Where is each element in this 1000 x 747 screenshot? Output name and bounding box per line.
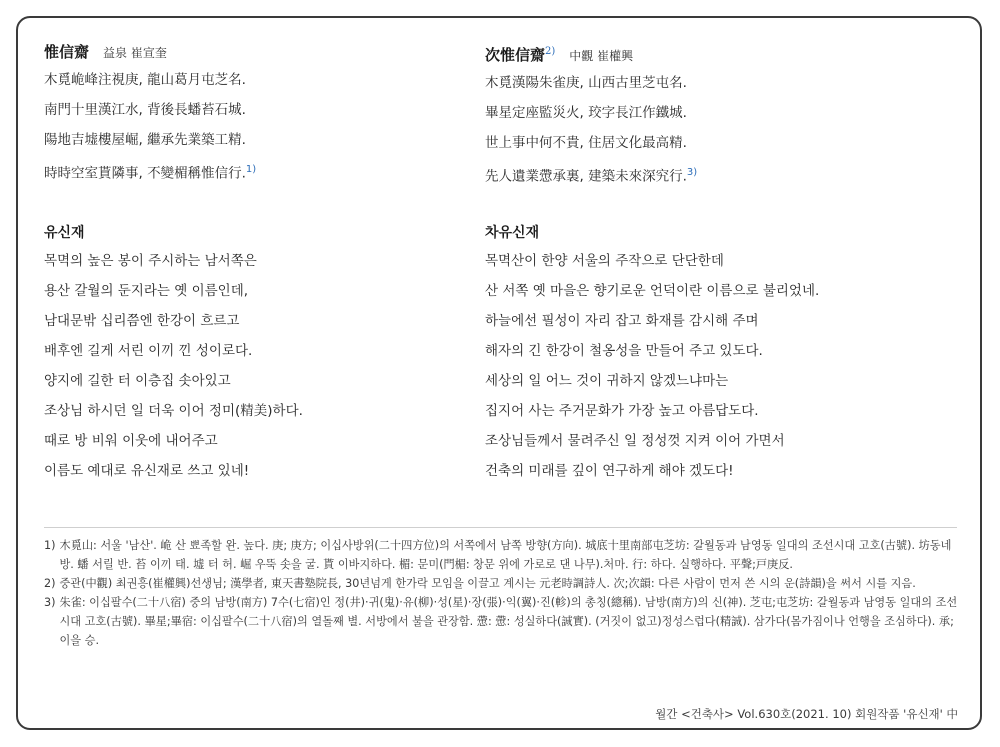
poem-line: 목멱산이 한양 서울의 주작으로 단단한데 [485, 253, 724, 269]
poem-line: 남대문밖 십리쯤엔 한강이 흐르고 [44, 313, 240, 329]
footnote [44, 593, 960, 650]
footnote-text: 木覓山: 서울 '남산'. 峗 산 뾰족할 완. 높다. 庚; 庚方; 이십사방위(二十四方位)의 서쪽에서 남쪽 방향(方向). 城底十里南部屯芝坊: 갈월동과 남영동 일대의 조선시대 고호(古號). 坊동네 방. 蟠 서릴 반. 苔 이끼 태. 墟 터 허. 崛 우뚝 솟을 굴. 貰 이바지하다. 楣: 문미(門楣: 창문 위에 가로로 댄 나무).처마. 行: 하다. 실행하다. 平聲;戸庚反. [59, 539, 952, 571]
poem-title: 惟信齋 益泉 崔宣奎 [44, 43, 167, 61]
poem-line: 세상의 일 어느 것이 귀하지 않겠느냐마는 [485, 373, 729, 389]
footnote-text: 중관(中觀) 최권흥(崔權興)선생님; 漢學者, 東天書塾院長, 30년넘게 한가락 모임을 이끌고 계시는 元老時調詩人. 次;次韻: 다른 사람이 먼저 쓴 시의 운(詩韻)을 써서 시를 지음. [59, 577, 916, 590]
poem-line: 이름도 예대로 유신재로 쓰고 있네! [44, 463, 250, 479]
poem-author: 中觀 崔權興 [569, 49, 634, 63]
footnote [44, 536, 960, 574]
poem-line: 하늘에선 필성이 자리 잡고 화재를 감시해 주며 [485, 313, 759, 329]
footnote-ref[interactable]: 3) [686, 167, 698, 178]
poem-line: 世上事中何不貴, 住居文化最高精. [485, 135, 687, 151]
poem-line: 南門十里漢江水, 背後長蟠苔石城. [44, 102, 246, 118]
poem-title: 차유신재 [485, 225, 540, 241]
poem-line: 時時空室貰隣事, 不變楣稱惟信行.$^{1)}$ [44, 164, 257, 182]
hanja-poem-left [44, 40, 256, 189]
poem-line: 木覓峗峰注視庚, 龍山葛月屯芝名. [44, 72, 246, 88]
source-credit: 월간 <건축사> Vol.630호(2021. 10) 회원작품 '유신재' 中 [655, 707, 958, 721]
poem-line: 집지어 사는 주거문화가 가장 높고 아름답도다. [485, 403, 759, 419]
footnote-number: 1) [44, 539, 56, 552]
poem-line: 건축의 미래를 깊이 연구하게 해야 겠도다! [485, 463, 734, 479]
poem-line: 배후엔 길게 서린 이끼 낀 성이로다. [44, 343, 253, 359]
poem-title: 次惟信齋$^{2)}$ 中觀 崔權興 [485, 46, 634, 64]
poem-line: 해자의 긴 한강이 철옹성을 만들어 주고 있도다. [485, 343, 763, 359]
footnote-ref[interactable]: 1) [245, 164, 257, 175]
footnote-ref[interactable]: 2) [545, 46, 556, 57]
poem-line: 조상님 하시던 일 더욱 이어 정미(精美)하다. [44, 403, 303, 419]
poem-title: 유신재 [44, 225, 85, 241]
korean-poem-left [44, 222, 303, 486]
poem-line: 목멱의 높은 봉이 주시하는 남서쪽은 [44, 253, 257, 269]
notes-divider [44, 527, 957, 528]
poem-line: 조상님들께서 물려주신 일 정성껏 지켜 이어 가면서 [485, 433, 785, 449]
korean-poem-right [485, 222, 819, 486]
footnote-number: 2) [44, 577, 56, 590]
poem-line: 때로 방 비워 이웃에 내어주고 [44, 433, 218, 449]
poem-line: 先人遺業慸承裏, 建築未來深究行.$^{3)}$ [485, 167, 698, 185]
poem-line: 산 서쪽 옛 마을은 향기로운 언덕이란 이름으로 불리었네. [485, 283, 820, 299]
footnote [44, 574, 960, 593]
hanja-poem-right [485, 40, 697, 192]
poem-line: 畢星定座監災火, 珓字長江作鐵城. [485, 105, 687, 121]
footnote-text: 朱雀: 이십팔수(二十八宿) 중의 남방(南方) 7수(七宿)인 정(井)·귀(鬼)·유(柳)·성(星)·장(張)·익(翼)·진(軫)의 총칭(總稱). 남방(南方)의 신(神). 芝屯;屯芝坊: 갈월동과 남영동 일대의 조선시대 고호(古號). 畢星;畢宿: 이십팔수(二十八宿)의 열돌째 별. 서방에서 불을 관장함. 慸: 慸: 성실하다(誠實). (거짓이 없고)정성스럽다(精誠). 삼가다(몸가짐이나 언행을 조심하다). 承; 이을 승. [59, 596, 958, 647]
poem-author: 益泉 崔宣奎 [103, 46, 167, 60]
poem-line: 木覓漢陽朱雀庚, 山西古里芝屯名. [485, 75, 687, 91]
footnote-number: 3) [44, 596, 56, 609]
poem-line: 陽地吉墟樓屋崛, 繼承先業築工精. [44, 132, 246, 148]
poem-line: 용산 갈월의 둔지라는 옛 이름인데, [44, 283, 249, 299]
footnotes [44, 536, 960, 650]
poem-line: 양지에 길한 터 이층집 솟아있고 [44, 373, 231, 389]
